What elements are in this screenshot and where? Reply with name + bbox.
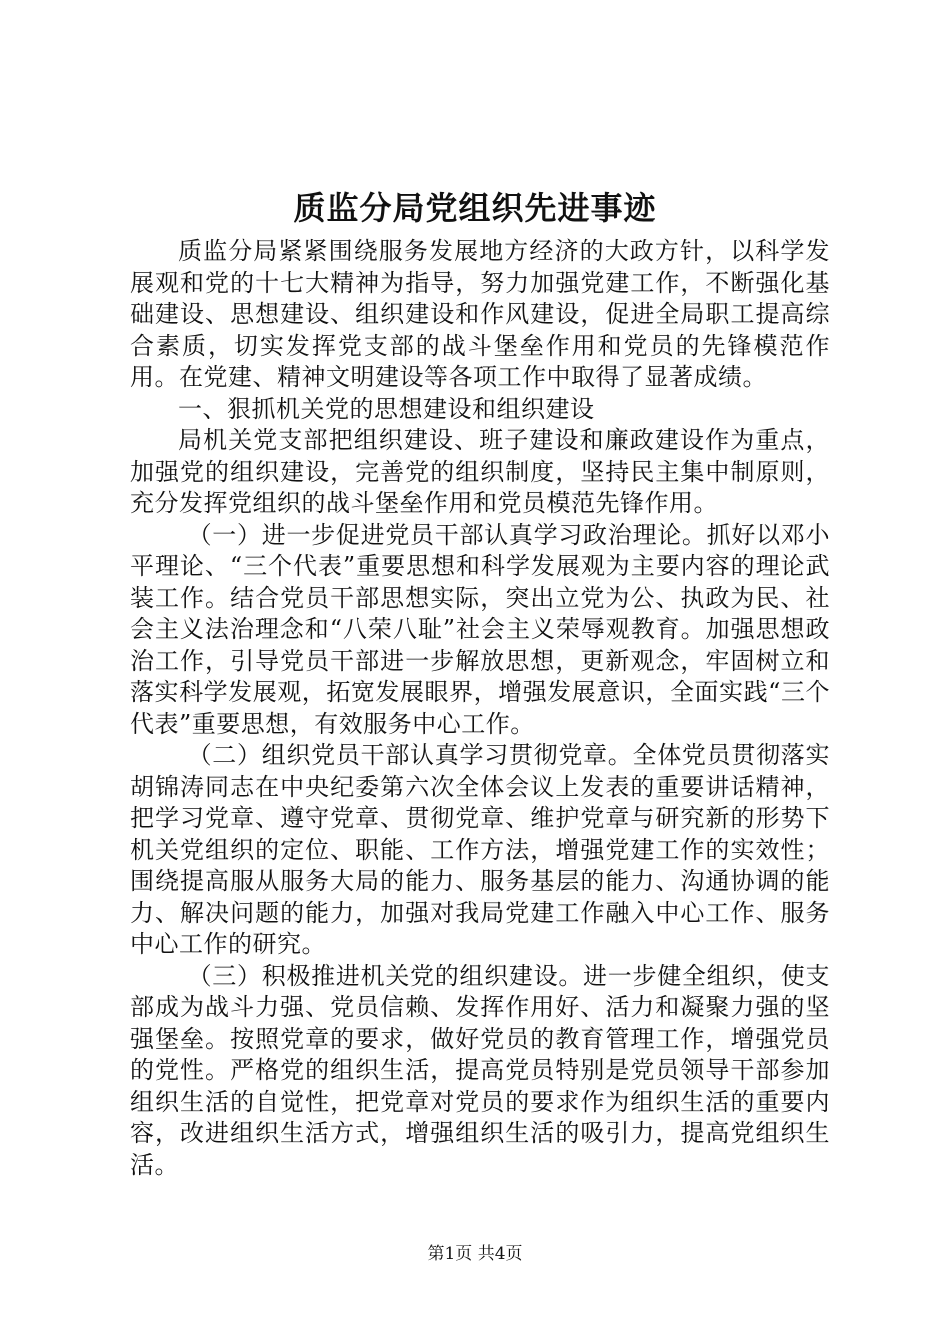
subsection-paragraph-3: （三）积极推进机关党的组织建设。进一步健全组织，使支部成为战斗力强、党员信赖、发挥作用好、活力和凝聚力强的坚强堡垒。按照党章的要求，做好党员的教育管理工作，增强党员的党性。严格党的组织生活，提高党员特别是党员领导干部参加组织生活的自觉性，把党章对党员的要求作为组织生活的重要内容，改进组织生活方式，增强组织生活的吸引力，提高党组织生活。	[130, 961, 830, 1179]
intro-paragraph: 质监分局紧紧围绕服务发展地方经济的大政方针，以科学发展观和党的十七大精神为指导，努力加强党建工作，不断强化基础建设、思想建设、组织建设和作风建设，促进全局职工提高综合素质，切实发挥党支部的战斗堡垒作用和党员的先锋模范作用。在党建、精神文明建设等各项工作中取得了显著成绩。	[130, 237, 830, 391]
section-paragraph: 局机关党支部把组织建设、班子建设和廉政建设作为重点，加强党的组织建设，完善党的组织制度，坚持民主集中制原则，充分发挥党组织的战斗堡垒作用和党员模范先锋作用。	[130, 426, 830, 517]
subsection-paragraph-2: （二）组织党员干部认真学习贯彻党章。全体党员贯彻落实胡锦涛同志在中央纪委第六次全体会议上发表的重要讲话精神，把学习党章、遵守党章、贯彻党章、维护党章与研究新的形势下机关党组织的定位、职能、工作方法，增强党建工作的实效性；围绕提高服从服务大局的能力、服务基层的能力、沟通协调的能力、解决问题的能力，加强对我局党建工作融入中心工作、服务中心工作的研究。	[130, 741, 830, 958]
document-title: 质监分局党组织先进事迹	[293, 189, 657, 227]
subsection-paragraph-1: （一）进一步促进党员干部认真学习政治理论。抓好以邓小平理论、“三个代表”重要思想和科学发展观为主要内容的理论武装工作。结合党员干部思想实际，突出立党为公、执政为民、社会主义法治理念和“八荣八耻”社会主义荣辱观教育。加强思想政治工作，引导党员干部进一步解放思想，更新观念，牢固树立和落实科学发展观，拓宽发展眼界，增强发展意识，全面实践“三个代表”重要思想，有效服务中心工作。	[130, 520, 830, 738]
document-body	[130, 236, 830, 1181]
section-heading: 一、狠抓机关党的思想建设和组织建设	[178, 394, 595, 423]
page-number: 第1页 共4页	[427, 1244, 523, 1264]
